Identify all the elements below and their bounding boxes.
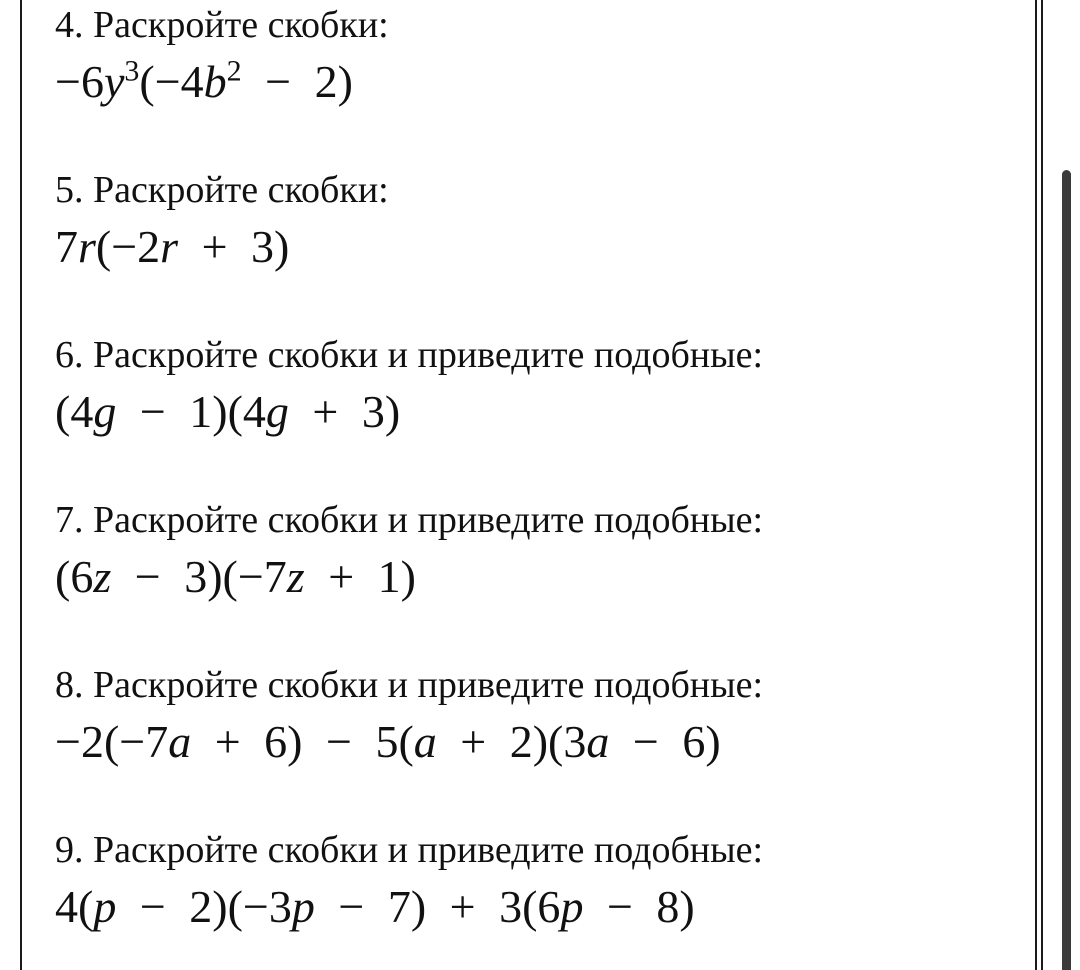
expr-part: (−2 [95,221,161,272]
task-8 [55,662,763,770]
expr-part: 6) [682,716,721,767]
task-5-label: 5. Раскройте скобки: [55,169,389,211]
expr-var: a [413,716,437,767]
frame-left-border [20,0,22,970]
task-7 [55,497,763,605]
expr-var: b [203,56,227,107]
expr-var: z [93,551,112,602]
expr-operator: + [190,221,240,272]
expr-part: 2)(−3 [189,881,292,932]
expr-operator: + [438,881,488,932]
task-4-label: 4. Раскройте скобки: [55,4,389,46]
expr-exponent: 2 [226,54,242,88]
expr-operator: − [621,716,671,767]
expr-part: 3)(−7 [184,551,287,602]
expr-operator: − [595,881,645,932]
expr-operator: + [448,716,498,767]
expr-var: p [560,881,584,932]
expr-var: r [160,221,179,272]
expr-operator: − [128,881,178,932]
expr-part: 5( [375,716,414,767]
task-7-expression [55,549,763,605]
expr-part: 3(6 [499,881,561,932]
expr-var: p [291,881,315,932]
expr-operator: + [300,386,350,437]
expr-var: z [286,551,305,602]
task-9 [55,827,763,935]
task-6-expression [55,384,763,440]
expr-operator: + [203,716,253,767]
task-9-label: 9. Раскройте скобки и приведите подобные: [55,829,764,871]
task-5 [55,167,389,275]
expr-var: g [93,386,117,437]
frame-right-border-outer [1041,0,1043,970]
expr-operator: − [253,56,303,107]
expr-exponent: 3 [124,54,140,88]
expr-part: 8) [656,881,695,932]
expr-operator: + [316,551,366,602]
expr-operator: − [123,551,173,602]
expr-operator: − [314,716,364,767]
task-5-expression [55,219,389,275]
task-7-label: 7. Раскройте скобки и приведите подобные: [55,499,764,541]
expr-part: (6 [55,551,94,602]
scrollbar-thumb[interactable] [1062,170,1071,970]
expr-part: 6) [264,716,303,767]
expr-var: p [93,881,117,932]
task-4 [55,2,389,110]
task-4-expression [55,54,389,110]
task-8-expression [55,714,763,770]
expr-part: 1) [377,551,416,602]
expr-var: a [168,716,192,767]
task-8-label: 8. Раскройте скобки и приведите подобные: [55,664,764,706]
expr-var: g [265,386,289,437]
expr-operator: − [326,881,376,932]
expr-part: 3) [361,386,401,437]
expr-part: (4 [55,386,94,437]
expr-part: 2)(3 [509,716,587,767]
expr-part: 2) [314,56,353,107]
expr-var: a [586,716,610,767]
expr-part: −6 [55,56,104,107]
expr-operator: − [128,386,178,437]
expr-var: y [103,56,125,107]
expr-var: r [78,221,96,272]
expr-part: 7) [387,881,427,932]
expr-part: (−4 [139,56,204,107]
expr-part: 3) [251,221,290,272]
task-9-expression [55,879,763,935]
frame-right-border [1035,0,1037,970]
expr-part: 7 [55,221,78,272]
expr-part: −2(−7 [55,716,169,767]
task-6-label: 6. Раскройте скобки и приведите подобные: [55,334,764,376]
expr-part: 4( [55,881,94,932]
task-6 [55,332,763,440]
expr-part: 1)(4 [189,386,266,437]
